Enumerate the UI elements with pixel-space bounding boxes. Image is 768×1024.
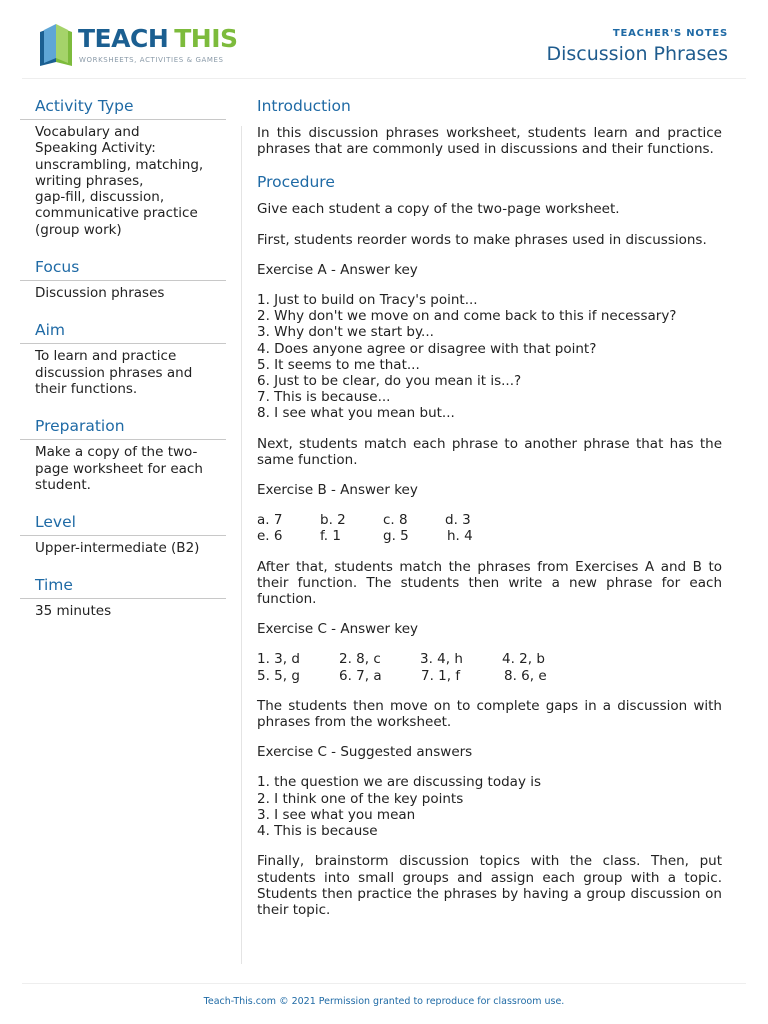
answer-row (257, 651, 722, 667)
answer-cell: e. 6 (257, 528, 283, 545)
preparation-line: page worksheet for each (35, 460, 203, 477)
focus-line: Discussion phrases (35, 285, 165, 302)
aim-heading: Aim (20, 319, 226, 344)
activity-type-line: communicative practice (35, 205, 198, 222)
activity-type-section (20, 95, 226, 238)
preparation-body (20, 440, 226, 493)
answer-cell: 8. 6, e (504, 667, 547, 684)
aim-line: discussion phrases and (35, 364, 193, 381)
answer-item: 2. I think one of the key points (257, 790, 464, 807)
activity-type-line: (group work) (35, 221, 122, 238)
answer-cell: 4. 2, b (502, 651, 545, 668)
procedure-paragraph: The students then move on to complete gaps in a discussion with phrases from the worksheet. (257, 697, 722, 731)
focus-section (20, 256, 226, 301)
introduction-text: In this discussion phrases worksheet, students learn and practice phrases that are commonly used in discussions and their functions. (257, 125, 722, 158)
procedure-heading: Procedure (257, 173, 335, 192)
sidebar (20, 95, 226, 638)
answer-cell: g. 5 (383, 528, 409, 545)
activity-type-line: Speaking Activity: (35, 140, 156, 157)
header-divider (22, 78, 746, 79)
exercise-a-label: Exercise A - Answer key (257, 261, 418, 278)
preparation-line: Make a copy of the two- (35, 444, 198, 461)
column-divider (241, 126, 242, 964)
answer-cell: 3. 4, h (420, 651, 463, 668)
activity-type-line: writing phrases, (35, 172, 144, 189)
footer-copyright: Teach-This.com © 2021 Permission granted to reproduce for classroom use. (203, 996, 565, 1007)
answer-item: 7. This is because... (257, 389, 391, 406)
focus-heading: Focus (20, 256, 226, 281)
focus-body (20, 281, 226, 301)
exercise-c-answers (257, 651, 722, 683)
logo-tagline: WORKSHEETS, ACTIVITIES & GAMES (79, 56, 224, 64)
answer-item: 3. Why don't we start by... (257, 324, 434, 341)
aim-section (20, 319, 226, 397)
answer-cell: 6. 7, a (339, 667, 382, 684)
aim-line: their functions. (35, 380, 138, 397)
level-section (20, 511, 226, 556)
activity-type-heading: Activity Type (20, 95, 226, 120)
exercise-c-suggested-label: Exercise C - Suggested answers (257, 744, 473, 761)
main-content (257, 95, 722, 932)
exercise-b-label: Exercise B - Answer key (257, 482, 418, 499)
answer-item: 2. Why don't we move on and come back to this if necessary? (257, 308, 677, 325)
answer-item: 3. I see what you mean (257, 806, 416, 823)
page-header (0, 0, 768, 80)
answer-cell: 5. 5, g (257, 667, 300, 684)
preparation-line: student. (35, 476, 91, 493)
activity-type-line: unscrambling, matching, (35, 156, 204, 173)
aim-line: To learn and practice (35, 348, 177, 365)
teach-this-logo (36, 22, 236, 70)
answer-row (257, 512, 722, 528)
footer-divider (22, 983, 746, 984)
teachers-notes-label: TEACHER'S NOTES (612, 28, 728, 39)
answer-item: 8. I see what you mean but... (257, 405, 455, 422)
exercise-b-answers (257, 512, 722, 544)
activity-type-line: gap-fill, discussion, (35, 189, 165, 206)
level-heading: Level (20, 511, 226, 536)
time-line: 35 minutes (35, 603, 112, 620)
exercise-a-answers (257, 292, 722, 422)
procedure-paragraph: Give each student a copy of the two-page worksheet. (257, 201, 620, 218)
answer-cell: 7. 1, f (421, 667, 461, 684)
procedure-paragraph: Finally, brainstorm discussion topics with the class. Then, put students into small groups and assign each group with a topic. Students then practice the phrases by having a group discussion on their topic. (257, 853, 722, 918)
answer-item: 4. This is because (257, 823, 378, 840)
introduction-heading: Introduction (257, 97, 351, 115)
answer-cell: f. 1 (320, 528, 341, 545)
answer-cell: b. 2 (320, 512, 346, 529)
level-body (20, 536, 226, 556)
time-body (20, 599, 226, 619)
preparation-section (20, 415, 226, 493)
answer-row (257, 668, 722, 684)
answer-item: 4. Does anyone agree or disagree with that point? (257, 340, 597, 357)
aim-body (20, 344, 226, 397)
answer-cell: 2. 8, c (339, 651, 381, 668)
answer-cell: d. 3 (445, 512, 471, 529)
procedure-paragraph: After that, students match the phrases from Exercises A and B to their function. The students then write a new phrase for each function. (257, 558, 722, 608)
answer-cell: c. 8 (383, 512, 408, 529)
answer-cell: h. 4 (447, 528, 473, 545)
procedure-paragraph: Next, students match each phrase to another phrase that has the same function. (257, 435, 722, 468)
preparation-heading: Preparation (20, 415, 226, 440)
answer-item: 5. It seems to me that... (257, 356, 420, 373)
book-icon (36, 22, 76, 66)
answer-item: 1. Just to build on Tracy's point... (257, 292, 478, 309)
exercise-c-suggested-answers (257, 774, 722, 839)
time-heading: Time (20, 574, 226, 599)
answer-row (257, 528, 722, 544)
answer-item: 6. Just to be clear, do you mean it is...? (257, 373, 522, 390)
procedure-paragraph: First, students reorder words to make phrases used in discussions. (257, 231, 707, 248)
exercise-c-label: Exercise C - Answer key (257, 621, 418, 638)
answer-cell: a. 7 (257, 512, 283, 529)
page-title: Discussion Phrases (546, 43, 728, 65)
level-line: Upper-intermediate (B2) (35, 540, 200, 557)
answer-cell: 1. 3, d (257, 651, 300, 668)
answer-item: 1. the question we are discussing today is (257, 774, 542, 791)
activity-type-body (20, 120, 226, 238)
logo-wordmark: TEACH THIS (78, 24, 238, 53)
time-section (20, 574, 226, 619)
activity-type-line: Vocabulary and (35, 124, 140, 140)
